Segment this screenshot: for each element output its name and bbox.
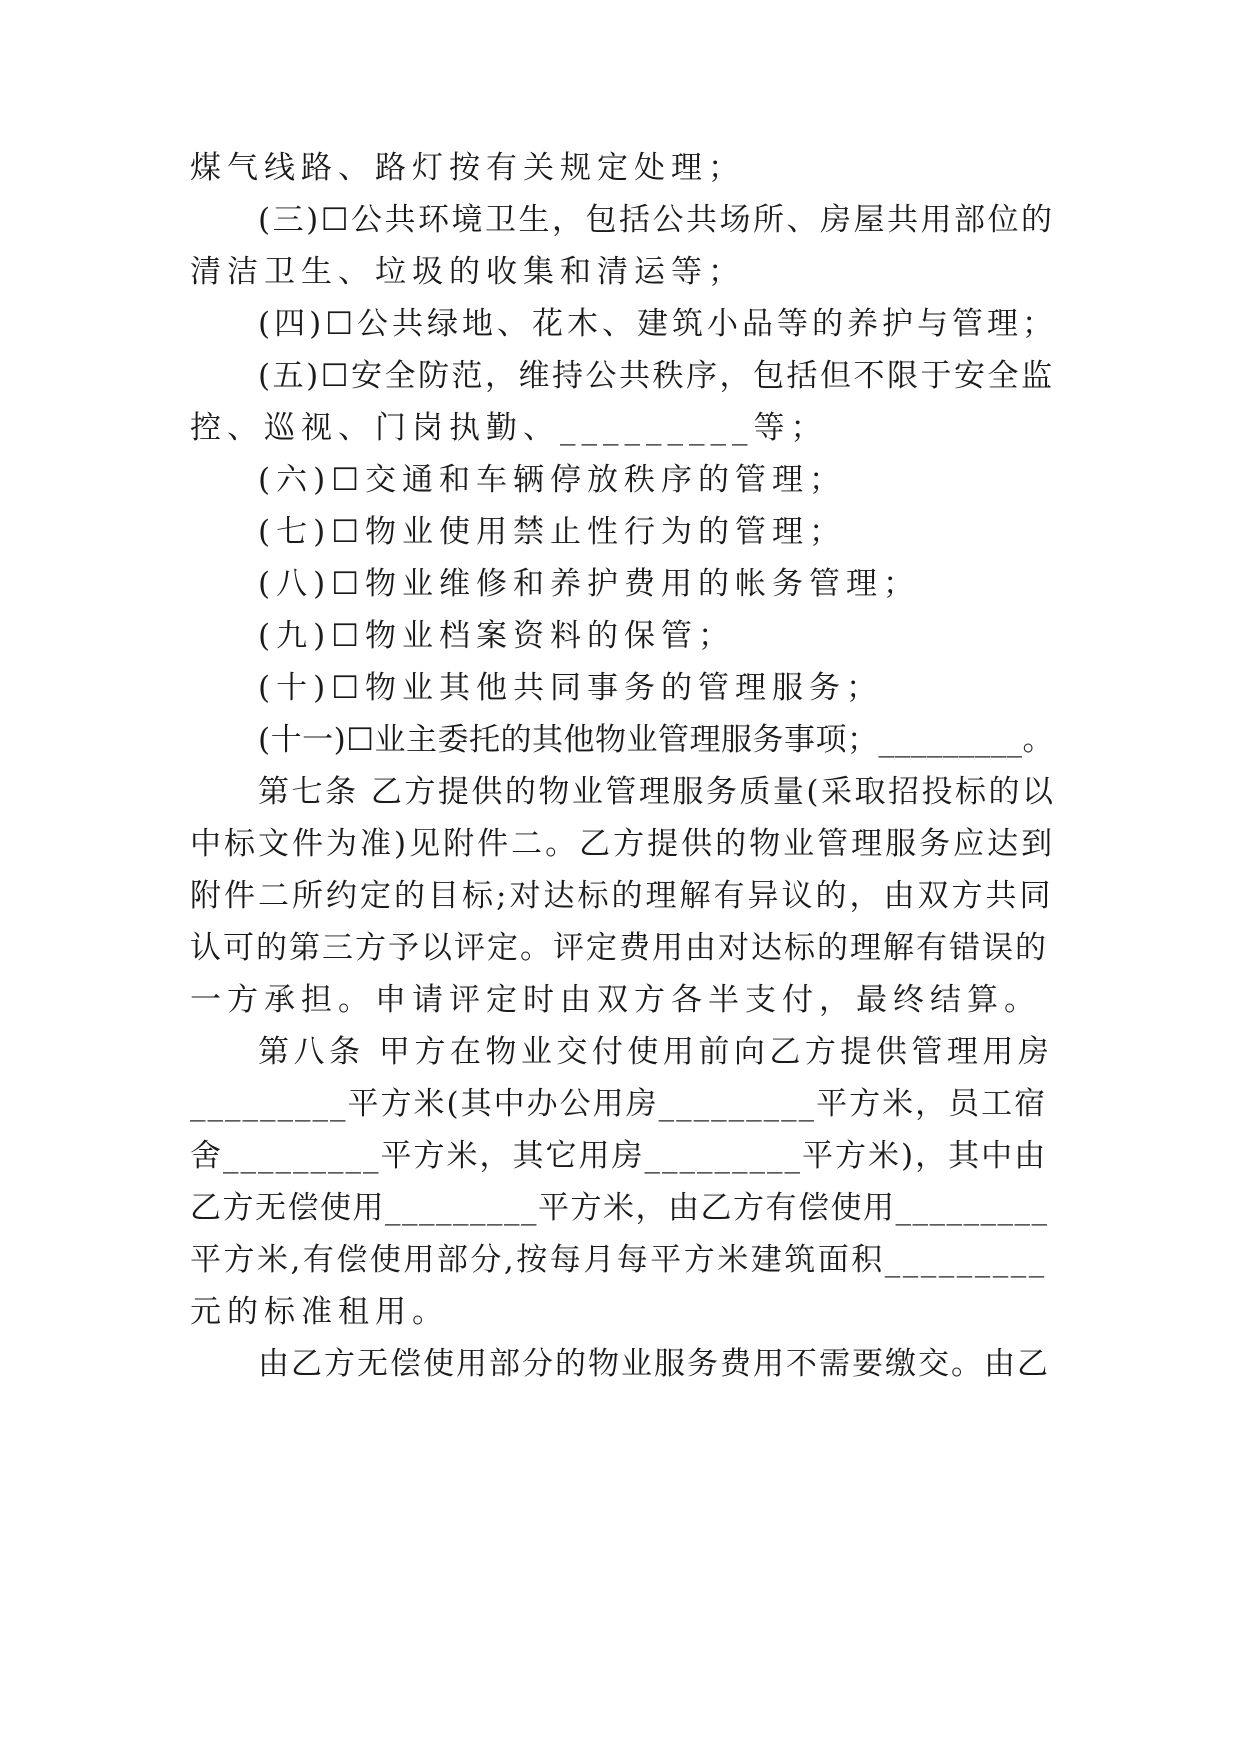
text-line: 中标文件为准)见附件二。乙方提供的物业管理服务应达到	[190, 826, 1056, 862]
text-line: (四)☐公共绿地、花木、建筑小品等的养护与管理；	[258, 306, 1057, 342]
text-line: (十一)☐业主委托的其他物业管理服务事项；_________。	[258, 722, 1054, 758]
text-line: 平方米,有偿使用部分,按每月每平方米建筑面积_________	[190, 1242, 1047, 1278]
text-line: (六)☐交通和车辆停放秩序的管理；	[258, 462, 846, 498]
text-line: 由乙方无偿使用部分的物业服务费用不需要缴交。由乙	[258, 1346, 1050, 1382]
text-line: 清洁卫生、垃圾的收集和清运等；	[190, 254, 745, 290]
text-line: 元的标准租用。	[190, 1294, 449, 1330]
text-line: (十)☐物业其他共同事务的管理服务；	[258, 670, 883, 706]
text-line: (九)☐物业档案资料的保管；	[258, 618, 735, 654]
text-line: 煤气线路、路灯按有关规定处理；	[190, 150, 745, 186]
text-line: 乙方无偿使用_________平方米，由乙方有偿使用_________	[190, 1190, 1049, 1226]
text-line: (七)☐物业使用禁止性行为的管理；	[258, 514, 846, 550]
text-line: _________平方米(其中办公用房_________平方米，员工宿	[190, 1086, 1048, 1122]
text-line: (八)☐物业维修和养护费用的帐务管理；	[258, 566, 920, 602]
text-line: 认可的第三方予以评定。评定费用由对达标的理解有错误的	[190, 930, 1048, 966]
text-line: 控、巡视、门岗执勤、_________等；	[190, 410, 828, 446]
text-line: (三)☐公共环境卫生，包括公共场所、房屋共用部位的	[258, 202, 1055, 238]
text-line: 舍_________平方米，其它用房_________平方米)，其中由	[190, 1138, 1048, 1174]
text-line: 第七条 乙方提供的物业管理服务质量(采取招投标的以	[258, 774, 1056, 810]
text-line: (五)☐安全防范，维持公共秩序，包括但不限于安全监	[258, 358, 1055, 394]
text-line: 第八条 甲方在物业交付使用前向乙方提供管理用房	[258, 1034, 1054, 1070]
text-line: 一方承担。申请评定时由双方各半支付，最终结算。	[190, 982, 1041, 1018]
text-line: 附件二所约定的目标;对达标的理解有异议的，由双方共同	[190, 878, 1054, 914]
